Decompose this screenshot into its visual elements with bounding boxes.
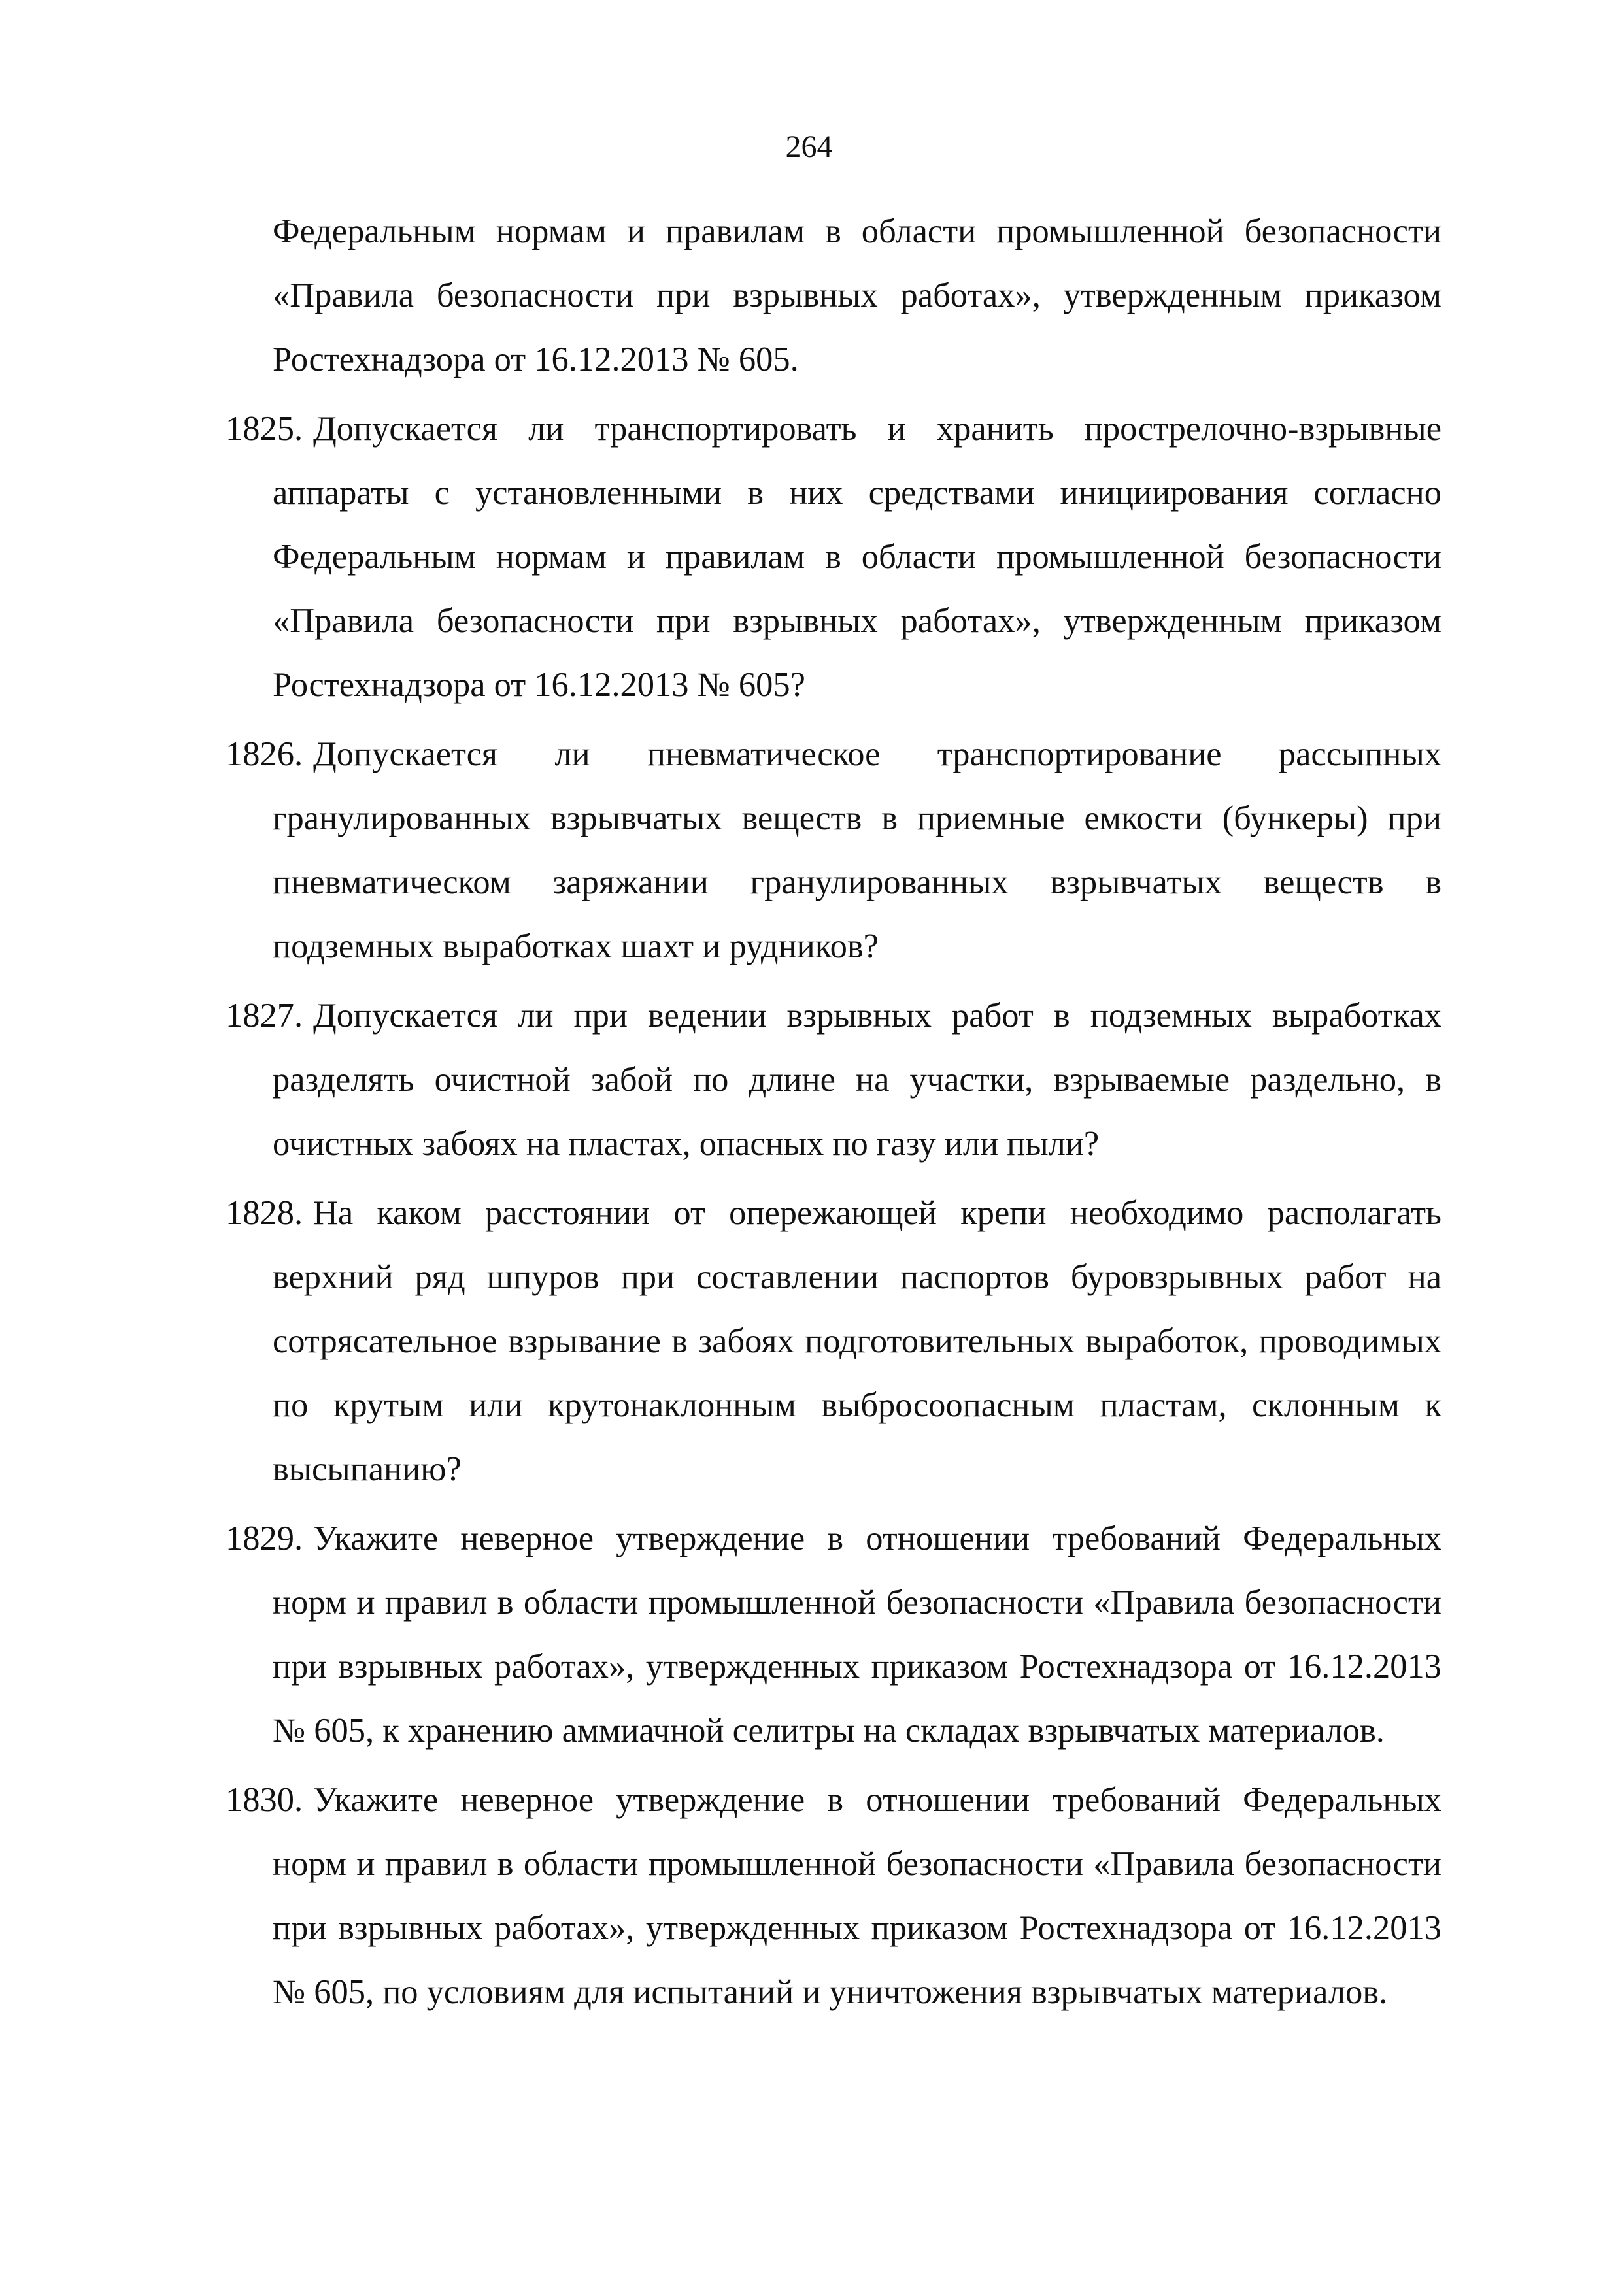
question-number: 1825. [226, 410, 303, 448]
page-number: 264 [785, 129, 833, 164]
question-text: Допускается ли транспортировать и хранить прострелочно-взрывные аппараты с установленными в них средствами инициирования согласно Федеральным нормам и правилам в области промышленной безопасности «Правила безопасности при взрывных работах», утвержденным приказом Ростехнадзора от 16.12.2013 № 605? [273, 410, 1441, 704]
question-number: 1826. [226, 735, 303, 773]
question-item [226, 1181, 1441, 1501]
question-text: Допускается ли пневматическое транспортирование рассыпных гранулированных взрывчатых веществ в приемные емкости (бункеры) при пневматическом заряжании гранулированных взрывчатых веществ в подземных выработках шахт и рудников? [273, 735, 1441, 965]
question-item [226, 722, 1441, 978]
question-text: Допускается ли при ведении взрывных работ в подземных выработках разделять очистной забой по длине на участки, взрываемые раздельно, в очистных забоях на пластах, опасных по газу или пыли? [273, 997, 1441, 1163]
question-text: На каком расстоянии от опережающей крепи необходимо располагать верхний ряд шпуров при составлении паспортов буровзрывных работ на сотрясательное взрывание в забоях подготовительных выработок, проводимых по крутым или крутонаклонным выбросоопасным пластам, склонным к высыпанию? [273, 1194, 1441, 1488]
question-item [226, 1506, 1441, 1763]
question-number: 1829. [226, 1520, 303, 1557]
question-item [226, 984, 1441, 1176]
question-number: 1827. [226, 997, 303, 1035]
question-text: Укажите неверное утверждение в отношении требований Федеральных норм и правил в области промышленной безопасности «Правила безопасности при взрывных работах», утвержденных приказом Ростехнадзора от 16.12.2013 № 605, к хранению аммиачной селитры на складах взрывчатых материалов. [273, 1520, 1441, 1750]
question-text: Укажите неверное утверждение в отношении требований Федеральных норм и правил в области промышленной безопасности «Правила безопасности при взрывных работах», утвержденных приказом Ростехнадзора от 16.12.2013 № 605, по условиям для испытаний и уничтожения взрывчатых материалов. [273, 1781, 1441, 2011]
continuation-paragraph: Федеральным нормам и правилам в области промышленной безопасности «Правила безопасности при взрывных работах», утвержденным приказом Ростехнадзора от 16.12.2013 № 605. [273, 212, 1441, 378]
question-item [226, 397, 1441, 717]
question-number: 1830. [226, 1781, 303, 1819]
document-body [226, 199, 1441, 2024]
question-item [226, 1768, 1441, 2024]
question-number: 1828. [226, 1194, 303, 1232]
